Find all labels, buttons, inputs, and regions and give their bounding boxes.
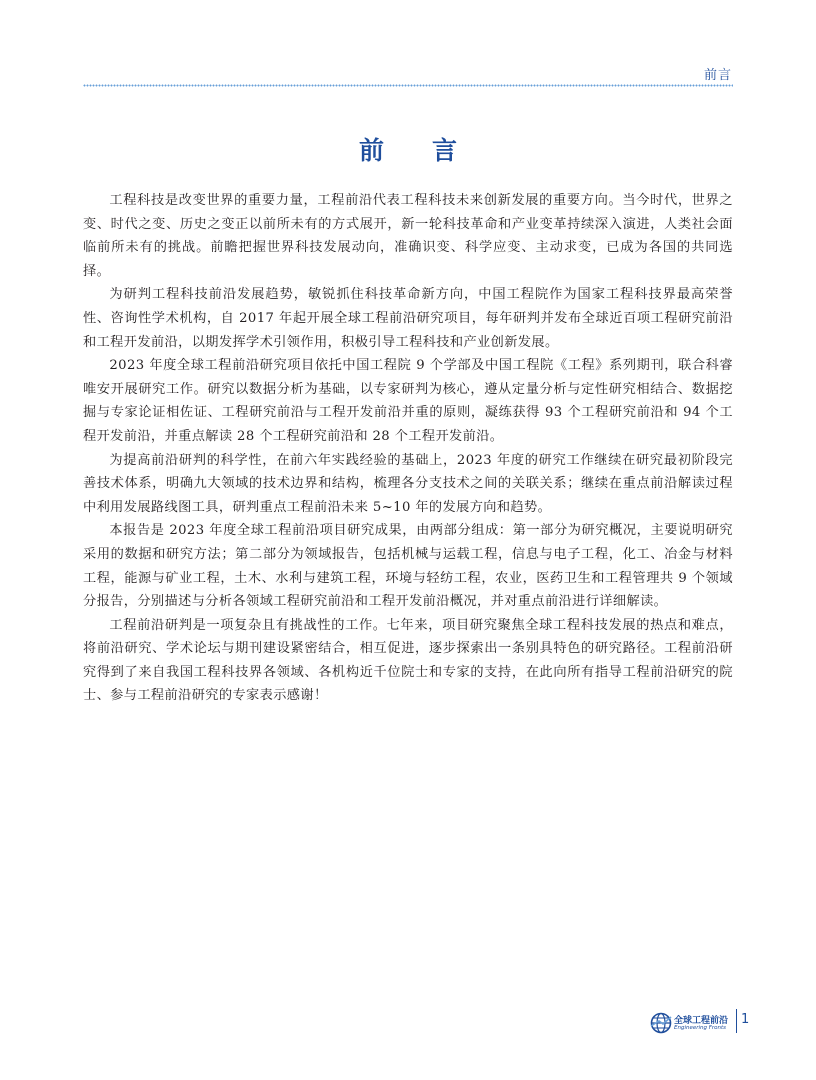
paragraph-4: 为提高前沿研判的科学性，在前六年实践经验的基础上，2023 年度的研究工作继续在研究最初阶段完善技术体系，明确九大领域的技术边界和结构，梳理各分支技术之间的关联关系；继续在重点前沿解读过程中利用发展路线图工具，研判重点工程前沿未来 5~10 年的发展方向和趋势。 bbox=[83, 452, 733, 515]
paragraph-2: 为研判工程科技前沿发展趋势，敏锐抓住科技革命新方向，中国工程院作为国家工程科技界最高荣誉性、咨询性学术机构，自 2017 年起开展全球工程前沿研究项目，每年研判并发布全球近百项工程研究前沿和工程开发前沿，以期发挥学术引领作用，积极引导工程科技和产业创新发展。 bbox=[83, 287, 733, 350]
header-divider bbox=[83, 84, 733, 87]
paragraph-6: 工程前沿研判是一项复杂且有挑战性的工作。七年来，项目研究聚焦全球工程科技发展的热点和难点，将前沿研究、学术论坛与期刊建设紧密结合，相互促进，逐步探索出一条别具特色的研究路径。工程前沿研究得到了来自我国工程科技界各领域、各机构近千位院士和专家的支持，在此向所有指导工程前沿研究的院士、参与工程前沿研究的专家表示感谢！ bbox=[83, 617, 733, 704]
paragraph-3: 2023 年度全球工程前沿研究项目依托中国工程院 9 个学部及中国工程院《工程》系列期刊，联合科睿唯安开展研究工作。研究以数据分析为基础，以专家研判为核心，遵从定量分析与定性研究相结合、数据挖掘与专家论证相佐证、工程研究前沿与工程开发前沿并重的原则，凝练获得 93 个工程研究前沿和 94 个工程开发前沿，并重点解读 28 个工程研究前沿和 28 个工程开发前沿。 bbox=[83, 358, 733, 444]
preface-body bbox=[83, 189, 733, 708]
running-header: 前言 bbox=[703, 68, 732, 83]
paragraph-1: 工程科技是改变世界的重要力量，工程前沿代表工程科技未来创新发展的重要方向。当今时代，世界之变、时代之变、历史之变正以前所未有的方式展开，新一轮科技革命和产业变革持续深入演进，人类社会面临前所未有的挑战。前瞻把握世界科技发展动向，准确识变、科学应变、主动求变，已成为各国的共同选择。 bbox=[83, 193, 733, 279]
engineering-fronts-logo bbox=[650, 1010, 734, 1036]
footer-divider bbox=[736, 1009, 737, 1033]
logo-text-cn: 全球工程前沿 bbox=[674, 1016, 729, 1026]
logo-text-en: Engineering Fronts bbox=[674, 1025, 727, 1031]
page-title: 前言 bbox=[358, 135, 505, 165]
page-number: 1 bbox=[741, 1012, 750, 1027]
globe-logo-icon bbox=[650, 1012, 672, 1034]
paragraph-5: 本报告是 2023 年度全球工程前沿项目研究成果，由两部分组成：第一部分为研究概况，主要说明研究采用的数据和研究方法；第二部分为领域报告，包括机械与运载工程，信息与电子工程，化工、冶金与材料工程，能源与矿业工程，土木、水利与建筑工程，环境与轻纺工程，农业，医药卫生和工程管理共 9 个领域分报告，分别描述与分析各领域工程研究前沿和工程开发前沿概况，并对重点前沿进行详细解读。 bbox=[83, 523, 733, 610]
